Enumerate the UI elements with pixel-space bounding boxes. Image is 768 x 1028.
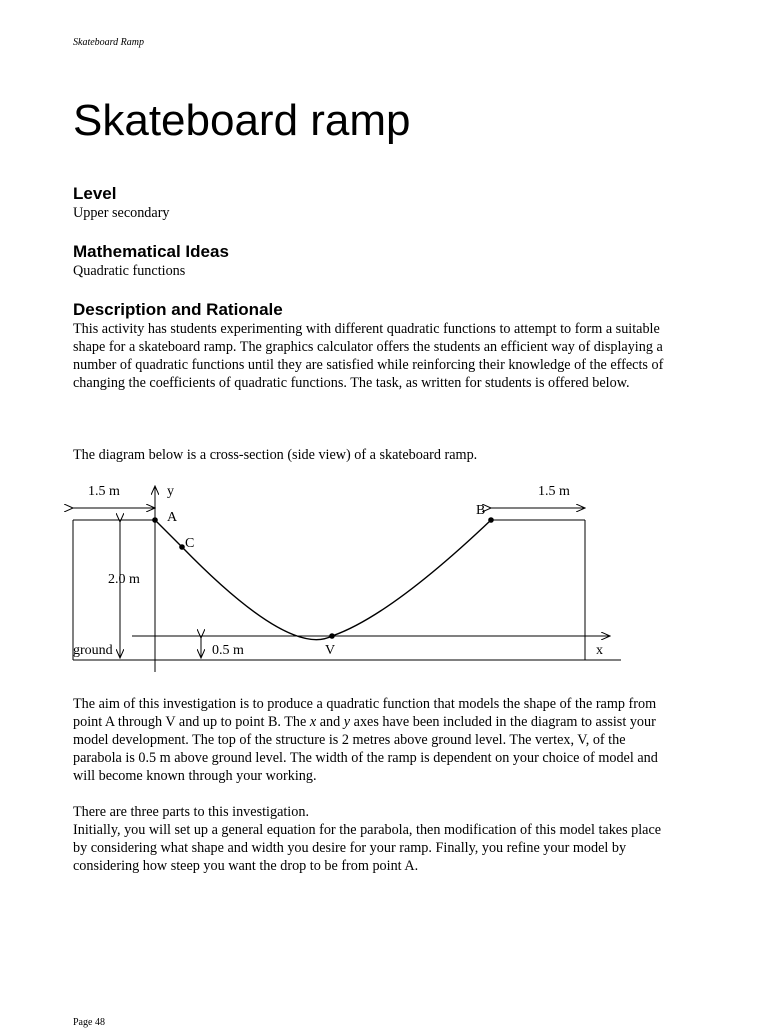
- y-variable: y: [343, 714, 351, 730]
- intro-text: The diagram below is a cross-section (side view) of a skateboard ramp.: [73, 447, 478, 463]
- level-text: Upper secondary: [73, 205, 170, 221]
- description-section: [73, 300, 673, 392]
- description-heading: Description and Rationale: [73, 300, 283, 319]
- description-text: This activity has students experimenting with different quadratic functions to attempt to form a suitable shape for a skateboard ramp. The graphics calculator offers the students an efficient way of displaying a number of quadratic functions until they are satisfied while reinforcing their knowledge of the effects of changing the coefficients of quadratic functions. The task, as written for students is offered below.: [73, 321, 664, 391]
- y-axis-label: y: [167, 484, 174, 499]
- point-a: [152, 517, 158, 523]
- parts-line2: Initially, you will set up a general equation for the parabola, then modification of this model takes place by considering what shape and width you desire for your ramp. Finally, you refine your model by considering how steep you want the drop to be from point A.: [73, 822, 662, 874]
- ramp-curve: [155, 520, 491, 640]
- level-section: [73, 184, 673, 222]
- ground-gap-label: 0.5 m: [212, 643, 244, 658]
- point-b-label: B: [476, 503, 486, 518]
- page-number: Page 48: [73, 1017, 105, 1028]
- point-b: [488, 517, 494, 523]
- ideas-text: Quadratic functions: [73, 263, 186, 279]
- aim-and: and: [319, 714, 341, 730]
- width-left-label: 1.5 m: [88, 484, 120, 499]
- ground-label: ground: [73, 643, 113, 658]
- point-a-label: A: [167, 510, 178, 525]
- page-title: Skateboard ramp: [73, 96, 411, 145]
- point-c-label: C: [185, 536, 195, 551]
- running-header: Skateboard Ramp: [73, 37, 145, 48]
- point-v: [329, 633, 335, 639]
- aim-text: The aim of this investigation is to produce a quadratic function that models the shape of the ramp from point A through V and up to point B. The x and y axes have been included in the diagram to assist your model development. The top of the structure is 2 metres above ground level. The vertex, V, of the parabola is 0.5 m above ground level. The width of the ramp is dependent on your choice of model and will become known through your working.: [73, 696, 658, 784]
- x-variable: x: [309, 714, 317, 730]
- x-axis-label: x: [596, 643, 603, 658]
- width-right-label: 1.5 m: [538, 484, 570, 499]
- point-v-label: V: [325, 643, 336, 658]
- ideas-heading: Mathematical Ideas: [73, 242, 229, 261]
- height-label: 2.0 m: [108, 572, 140, 587]
- parts-line1: There are three parts to this investigation.: [73, 804, 309, 820]
- ramp-diagram: [60, 476, 630, 676]
- aim-text-part2: axes have been included in the diagram to assist your model development. The top of the structure is 2 metres above ground level. The vertex, V, of the parabola is 0.5 m above ground level. The width of the ramp is dependent on your choice of model and will become known through your working.: [73, 714, 658, 784]
- level-heading: Level: [73, 184, 117, 203]
- ideas-section: [73, 242, 673, 280]
- point-c: [179, 544, 185, 550]
- aim-text-part1: The aim of this investigation is to produce a quadratic function that models the shape of the ramp from point A through V and up to point B.: [73, 696, 657, 730]
